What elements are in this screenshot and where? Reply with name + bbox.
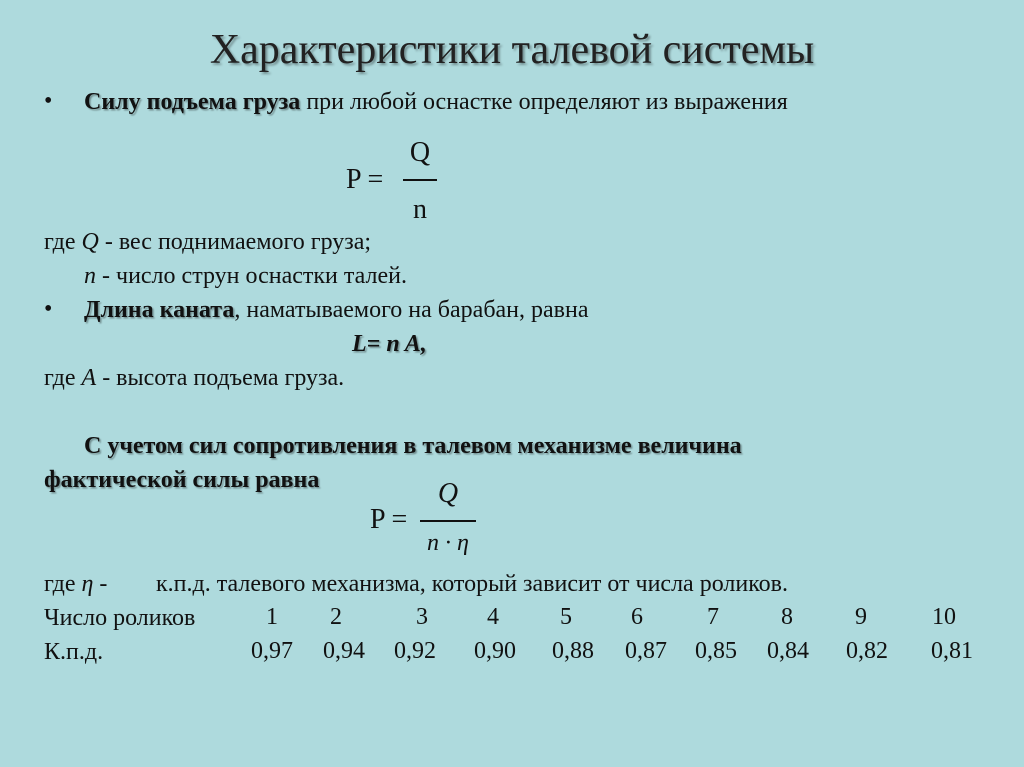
efficiency-value-cell: 0,82: [846, 638, 888, 664]
rollers-count-cell: 2: [330, 604, 342, 630]
efficiency-value-cell: 0,94: [323, 638, 365, 664]
rollers-count-cell: 4: [487, 604, 499, 630]
lifting-force-text: при любой оснастке определяют из выражения: [300, 89, 788, 115]
formula1-numerator: Q: [409, 137, 431, 168]
formula3-denominator: n · η: [427, 530, 469, 556]
definition-n: n - число струн оснастки талей.: [84, 263, 408, 289]
definition-a: где A - высота подъема груза.: [44, 365, 345, 391]
rollers-count-cell: 5: [560, 604, 572, 630]
efficiency-value-cell: 0,85: [695, 638, 737, 664]
rollers-count-cell: 1: [266, 604, 278, 630]
definition-q: где Q - вес поднимаемого груза;: [44, 229, 372, 255]
bullet-2: •: [44, 296, 53, 322]
formula3-lhs: P =: [370, 504, 408, 535]
lifting-force-term: Силу подъема груза: [84, 89, 301, 115]
formula3-numerator: Q: [437, 478, 459, 509]
efficiency-value-cell: 0,88: [552, 638, 594, 664]
formula1-denominator: n: [413, 194, 427, 225]
formula1-fraction-bar: [403, 179, 437, 181]
variable-a: A: [81, 365, 97, 391]
definition-eta-text: к.п.д. талевого механизма, который зависит от числа роликов.: [156, 571, 788, 597]
formula3-fraction-bar: [420, 520, 476, 522]
definition-eta-prefix: где η -: [44, 571, 108, 597]
formula1-lhs: P =: [346, 164, 384, 195]
efficiency-value-cell: 0,84: [767, 638, 809, 664]
variable-n: n: [84, 263, 96, 289]
rollers-count-cell: 3: [416, 604, 428, 630]
rollers-count-cell: 8: [781, 604, 793, 630]
rope-length-term: Длина каната: [84, 297, 235, 323]
paragraph-lifting-force: [84, 88, 788, 116]
efficiency-row-label: К.п.д.: [44, 639, 104, 665]
rollers-row-label: Число роликов: [44, 605, 196, 631]
rope-length-text: , наматываемого на барабан, равна: [234, 297, 589, 323]
efficiency-value-cell: 0,81: [931, 638, 973, 664]
variable-eta: η: [81, 571, 94, 597]
paragraph-resistance-line2: фактической силы равна: [44, 467, 320, 493]
variable-q: Q: [81, 229, 99, 255]
rollers-count-cell: 6: [631, 604, 643, 630]
bullet-1: •: [44, 88, 53, 114]
paragraph-resistance-line1: С учетом сил сопротивления в талевом механизме величина: [84, 433, 742, 459]
rollers-count-cell: 9: [855, 604, 867, 630]
formula2: L= n A,: [352, 331, 427, 357]
paragraph-rope-length: [84, 296, 589, 324]
rollers-count-cell: 10: [932, 604, 956, 630]
efficiency-value-cell: 0,87: [625, 638, 667, 664]
efficiency-value-cell: 0,90: [474, 638, 516, 664]
efficiency-value-cell: 0,92: [394, 638, 436, 664]
slide-title: Характеристики талевой системы: [209, 27, 815, 73]
rollers-count-cell: 7: [707, 604, 719, 630]
efficiency-value-cell: 0,97: [251, 638, 293, 664]
